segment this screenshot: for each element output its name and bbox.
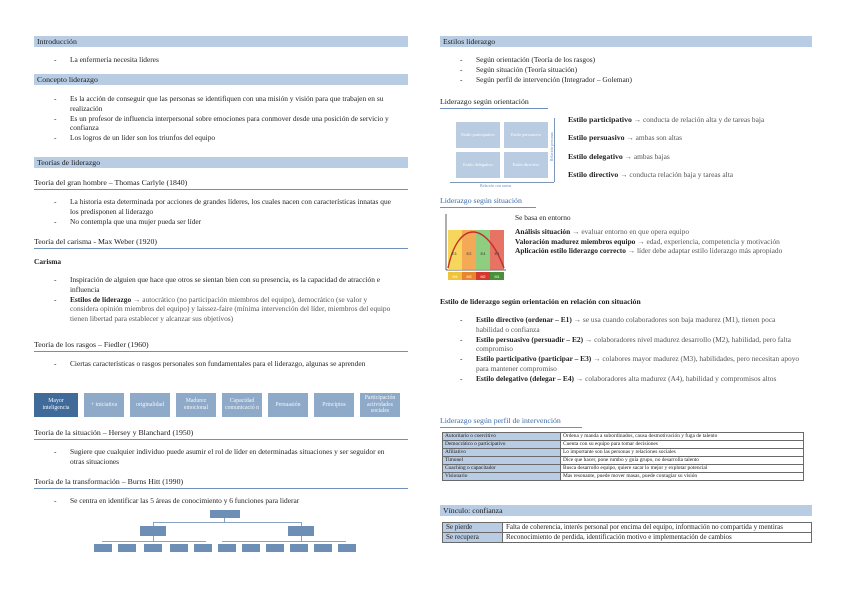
- style-name: Estilo delegativo: [568, 151, 623, 161]
- situacion-line-desc: → líder debe adaptar estilo liderazgo más apropiado: [625, 246, 783, 256]
- relacion-label: Estilo participativo (participar – E3): [476, 354, 592, 364]
- situacion-intro: Se basa en entorno: [515, 213, 571, 222]
- perfil-name: Coaching o capacitador: [443, 465, 561, 473]
- curve-label: E2: [466, 251, 472, 256]
- list-item: - Es un profesor de influencia interpersonal sobre emociones para conmover desde una posición de servicio y confianza: [34, 114, 408, 134]
- curve-label: E4: [480, 251, 486, 256]
- relacion-label: Estilo persuasivo (persuadir – E2): [476, 334, 584, 344]
- list-item: - Según perfil de intervención (Integrador – Goleman): [440, 75, 812, 85]
- org-connector: [222, 541, 346, 542]
- table-row: [443, 473, 804, 481]
- org-connector: [102, 541, 206, 542]
- subheading-relacion: Estilo de liderazgo según orientación en relación con situación: [440, 297, 641, 306]
- situacion-line-desc: → evaluar entorno en que opera equipo: [570, 226, 690, 236]
- org-leaf: [144, 544, 162, 552]
- org-node-areas: [140, 526, 166, 536]
- trait-box: Capacidad comunicació n: [222, 393, 262, 417]
- gran-hombre-list: [34, 197, 394, 226]
- relacion-desc: → colabores mayor madurez (M3), habilidades, pero necesitan apoyo para mantener compromiso: [476, 354, 800, 373]
- style-line: [568, 133, 812, 143]
- list-item: [440, 354, 802, 374]
- bar-label: M3: [466, 275, 472, 279]
- bar-label: M1: [494, 275, 500, 279]
- quadrant-directivo: Estilo directivo: [504, 152, 548, 178]
- trait-box: originalidad: [130, 393, 170, 417]
- trait-box: Participación actividades sociales: [360, 393, 400, 417]
- trait-box: Madurez emocional: [176, 393, 216, 417]
- list-item: - Según situación (Teoría situación): [440, 65, 812, 75]
- carisma-list: [34, 275, 394, 324]
- org-leaf: [94, 544, 112, 552]
- section-heading-concepto: Concepto liderazgo: [34, 74, 408, 85]
- perfil-desc: Mas resonante, puede mover masas, puede contagiar su visión: [561, 473, 804, 481]
- bar-label: M4: [452, 275, 458, 279]
- estilos-liderazgo-desc: → autocrático (no participación miembros del equipo), democrático (se valor y considera opinión miembros del equipo) y laissez-faire (mínima intervención del líder, miembros del equipo tienen libertad para establecer y alcanzar sus objetivos): [70, 294, 391, 324]
- vinculo-table: [442, 522, 812, 543]
- list-item: [440, 315, 802, 335]
- table-row: [443, 457, 804, 465]
- vinculo-desc: Reconocimiento de perdida, identificación motivo e implementación de cambios: [503, 532, 812, 542]
- subheading-perfil: Liderazgo según perfil de intervención: [440, 416, 582, 428]
- relacion-desc: → colaboradores alta madurez (A4), habilidad y compromisos altos: [573, 373, 777, 383]
- situacion-line: [515, 237, 812, 247]
- trait-box: Principios: [314, 393, 354, 417]
- intro-list: [34, 55, 408, 65]
- org-chart: [94, 510, 356, 556]
- style-line: [568, 115, 812, 125]
- quadrant-delegativo: Estilo delegativo: [456, 152, 500, 178]
- relacion-list: [440, 315, 802, 383]
- situacion-line: [515, 246, 812, 256]
- perfil-name: Afiliativo: [443, 449, 561, 457]
- trait-box: Persuasión: [268, 393, 308, 417]
- style-line: [568, 152, 812, 162]
- relacion-desc: → colaboradores nivel madurez desarrollo (M2), habilidad, pero falta compromiso: [476, 334, 791, 354]
- list-item: - Inspiración de alguien que hace que otros se sientan bien con su presencia, es la capacidad de atracción e influencia: [34, 275, 394, 295]
- style-name: Estilo directivo: [568, 169, 619, 179]
- table-row: [443, 449, 804, 457]
- trait-box: + iniciativa: [84, 393, 124, 417]
- org-node-funciones: [288, 526, 314, 536]
- rasgos-list: [34, 359, 394, 369]
- org-connector: [153, 522, 301, 523]
- list-item: - La enfermería necesita líderes: [34, 55, 408, 65]
- subheading-orientacion: Liderazgo según orientación: [440, 97, 548, 109]
- style-line: [568, 170, 812, 180]
- orientation-grid: [450, 118, 560, 190]
- org-connector: [301, 536, 302, 541]
- perfil-name: Democrático o participativo: [443, 441, 561, 449]
- style-desc: → ambas son altas: [624, 133, 683, 143]
- situacion-line-label: Aplicación estilo liderazgo correcto: [515, 246, 626, 256]
- list-item: - Sugiere que cualquier individuo puede asumir el rol de líder en determinadas situaciones y ser seguidor en otras situaciones: [34, 447, 394, 467]
- quadrant-participativo: Estilo participativo: [456, 122, 500, 148]
- situacion-line: [515, 227, 812, 237]
- list-item: [34, 295, 394, 324]
- perfil-desc: Cuenta con su equipo para tomar decisiones: [561, 441, 804, 449]
- subheading-transformacion: Teoría de la transformación – Burns Hitt (1990): [34, 477, 408, 489]
- style-desc: → conducta relación baja y tareas alta: [618, 169, 734, 179]
- style-desc: → ambas bajas: [622, 151, 670, 161]
- rasgos-boxes: [34, 393, 400, 417]
- org-leaf: [118, 544, 136, 552]
- table-row: [443, 532, 812, 542]
- perfil-desc: Ordena y manda a subordinados, causa desmotivación y fuga de talento: [561, 433, 804, 441]
- org-leaf: [170, 544, 188, 552]
- style-name: Estilo participativo: [568, 115, 632, 124]
- orientation-styles: [568, 115, 812, 180]
- bar-label: M2: [480, 275, 486, 279]
- subheading-gran-hombre: Teoría del gran hombre – Thomas Carlyle (1840): [34, 178, 408, 190]
- org-leaf: [218, 544, 236, 552]
- org-leaf: [266, 544, 284, 552]
- org-connector: [153, 536, 154, 541]
- org-leaf: [194, 544, 212, 552]
- transformacion-list: [34, 496, 394, 506]
- list-item: [440, 335, 802, 355]
- axis-y-label: Relación personas: [549, 132, 554, 162]
- list-item: - Los logros de un líder son los triunfos del equipo: [34, 133, 408, 143]
- perfil-desc: Dice que hacer, pone rumbo y guía grupo, no desarrolla talento: [561, 457, 804, 465]
- situacion-list: [34, 447, 394, 467]
- situacion-line-desc: → edad, experiencia, competencia y motivación: [635, 236, 780, 246]
- list-item: - La historia esta determinada por acciones de grandes líderes, los cuales nacen con características innatas que los predisponen al liderazgo: [34, 197, 394, 217]
- situacion-line-label: Análisis situación: [515, 226, 571, 236]
- org-node-root: [210, 510, 240, 518]
- style-name: Estilo persuasivo: [568, 133, 625, 143]
- section-heading-estilos: Estilos liderazgo: [440, 36, 812, 47]
- vinculo-label: Se pierde: [443, 523, 503, 533]
- curve-label: E3: [451, 251, 457, 256]
- situacion-text: [515, 213, 812, 256]
- subheading-situacion: Teoría de la situación – Hersey y Blanchard (1950): [34, 428, 408, 440]
- perfil-name: Timonel: [443, 457, 561, 465]
- quadrant-persuasivo: Estilo persuasivo: [504, 122, 548, 148]
- org-leaf: [314, 544, 332, 552]
- carisma-label: Carisma: [34, 257, 62, 266]
- table-row: [443, 433, 804, 441]
- subheading-situacion: Liderazgo según situación: [440, 196, 536, 208]
- section-heading-introduccion: Introducción: [34, 36, 408, 47]
- estilos-liderazgo-label: Estilos de liderazgo: [70, 294, 132, 304]
- list-item: [440, 374, 802, 384]
- relacion-label: Estilo delegativo (delegar – E4): [476, 373, 574, 383]
- axis-x-label: Relación con tareas: [480, 183, 512, 188]
- list-item: - Ciertas características o rasgos personales son fundamentales para el liderazgo, algunas se aprenden: [34, 359, 394, 369]
- vinculo-label: Se recupera: [443, 532, 503, 542]
- list-item: - No contempla que una mujer pueda ser líder: [34, 217, 394, 227]
- list-item: - Se centra en identificar las 5 áreas de conocimiento y 6 funciones para liderar: [34, 496, 394, 506]
- situacion-line-label: Valoración madurez miembros equipo: [515, 236, 636, 246]
- subheading-carisma: Teoría del carisma - Max Weber (1920): [34, 237, 408, 249]
- section-heading-teorias: Teorías de liderazgo: [34, 157, 408, 168]
- list-item: - Es la acción de conseguir que las personas se identifiquen con una misión y visión para que trabajen en su realización: [34, 94, 408, 114]
- vinculo-desc: Falta de coherencia, interés personal por encima del equipo, información no compartida y mentiras: [503, 523, 812, 533]
- org-leaf: [290, 544, 308, 552]
- style-desc: → conducta de relación alta y de tareas baja: [631, 115, 765, 124]
- table-row: [443, 465, 804, 473]
- table-row: [443, 441, 804, 449]
- section-heading-vinculo: Vínculo: confianza: [440, 505, 812, 516]
- relacion-desc: → se usa cuando colaboradores son baja madurez (M1), tienen poca habilidad o confianza: [476, 315, 776, 334]
- perfil-desc: Lo importante son las personas y relaciones sociales: [561, 449, 804, 457]
- table-row: [443, 523, 812, 533]
- org-leaf: [338, 544, 356, 552]
- relacion-label: Estilo directivo (ordenar – E1): [476, 315, 572, 324]
- trait-box: Mayor inteligencia: [34, 393, 78, 417]
- estilos-list: [440, 55, 812, 84]
- org-leaf: [242, 544, 260, 552]
- perfil-table: [442, 432, 804, 481]
- perfil-name: Autoritario o coercitivo: [443, 433, 561, 441]
- perfil-desc: Busca desarrollo equipo, quiere sacar lo mejor y explotar potencial: [561, 465, 804, 473]
- list-item: - Según orientación (Teoría de los rasgos): [440, 55, 812, 65]
- subheading-rasgos: Teoría de los rasgos – Fiedler (1960): [34, 340, 408, 352]
- concepto-list: [34, 94, 408, 143]
- perfil-name: Visionario: [443, 473, 561, 481]
- zone-e3: [448, 230, 462, 270]
- situational-curve-diagram: [442, 210, 508, 284]
- curve-label: E1: [494, 251, 500, 256]
- zone-e2: [462, 230, 476, 270]
